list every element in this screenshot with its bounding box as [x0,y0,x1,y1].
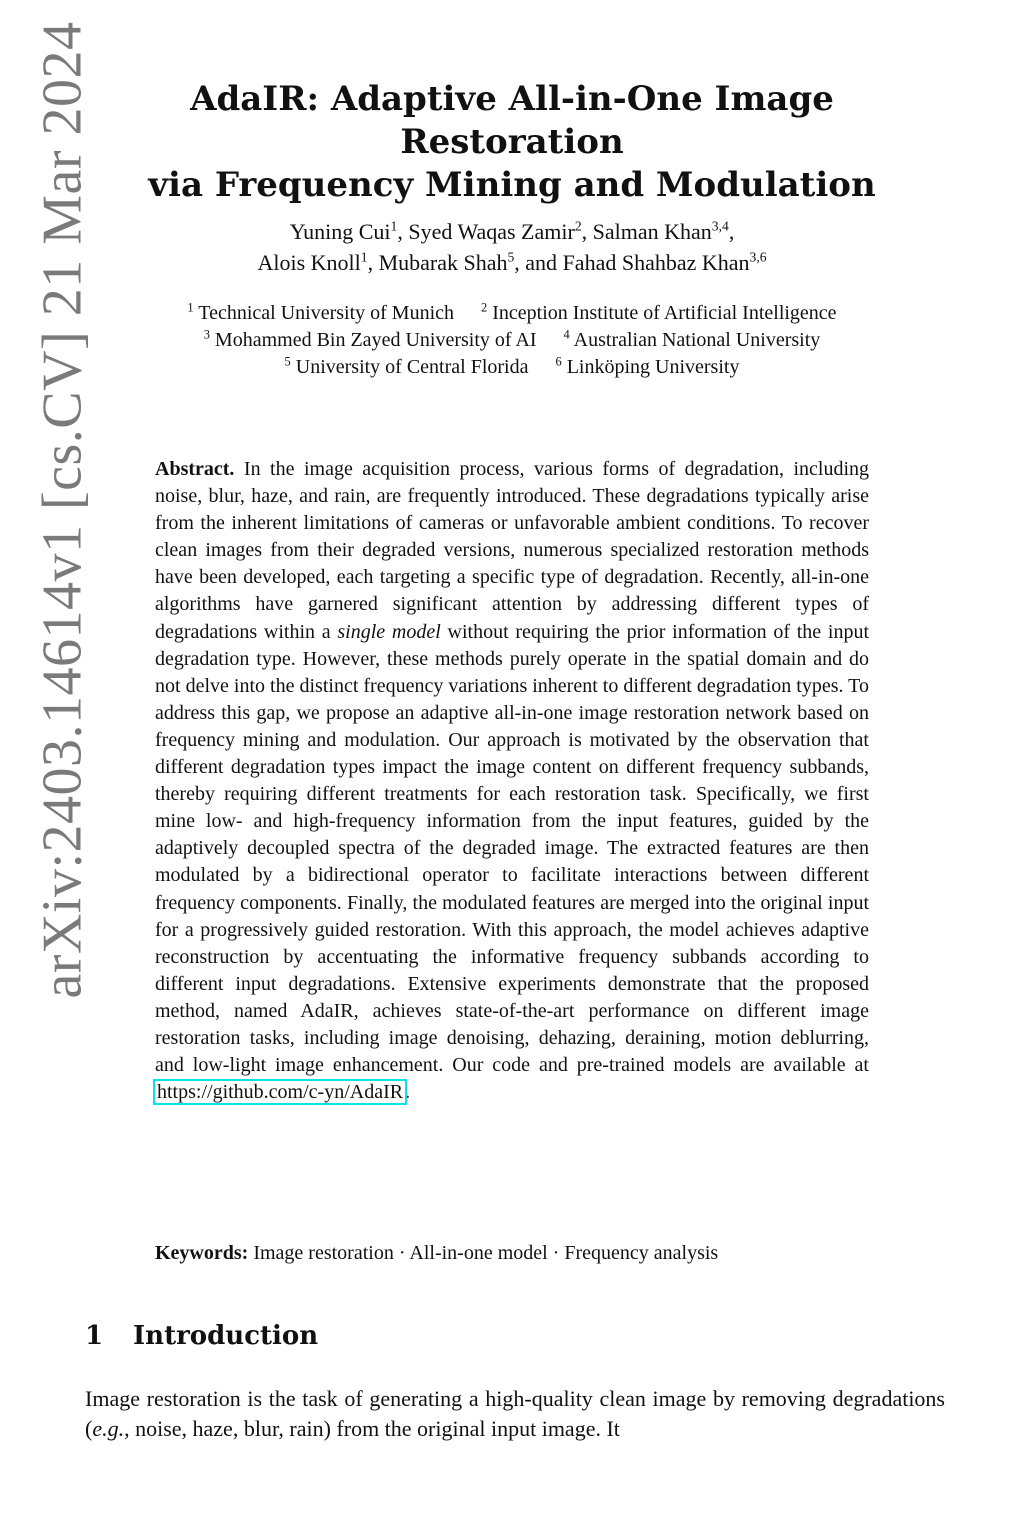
author-list: Yuning Cui$^1$, Syed Waqas Zamir$^2$, Salman Khan$^{3,4}$, Alois Knoll$^1$, Mubarak Shah$^5$, and Fahad Shahbaz Khan$^{3,6}$ [257,218,767,275]
title-line-2: via Frequency Mining and Modulation [148,165,876,205]
abstract-text: In the image acquisition process, various forms of degradation, including noise, blur, haze, and rain, are frequently introduced. These degradations typically arise from the inherent limitations of cameras or unfavorable ambient conditions. To recover clean images from their degraded versions, numerous specialized restoration methods have been developed, each targeting a specific type of degradation. Recently, all-in-one algorithms have garnered significant attention by addressing different types of degradations within a [155,458,870,643]
author-and: and [525,250,558,275]
author-name: Salman Khan [592,219,712,244]
intro-emphasis: e.g. [92,1416,125,1441]
section-heading [85,1318,945,1354]
affil-name: Technical University of Munich [198,302,455,324]
author-affil-mark: 3,6 [749,249,767,265]
abstract-end: . [405,1081,411,1104]
title-line-1: AdaIR: Adaptive All-in-One Image Restoration [190,79,834,162]
affil-name: Mohammed Bin Zayed University of AI [214,329,537,351]
intro-paragraph [85,1384,945,1444]
abstract [155,456,869,1106]
author-name: Syed Waqas Zamir [408,219,575,244]
affiliation-list [100,300,924,381]
author-affil-mark: 5 [507,249,515,265]
affil-name: Australian National University [573,329,821,351]
arxiv-identifier: arXiv:2403.14614v1 [cs.CV] 21 Mar 2024 [32,21,95,999]
keywords-label: Keywords: [155,1242,249,1264]
affil-number: 6 [555,354,562,369]
arxiv-side-stamp [18,21,108,999]
intro-text: Image restoration is the task of generating a high-quality clean image by removing degradations ( [85,1386,945,1441]
author-name: Mubarak Shah [378,250,508,275]
author-affil-mark: 3,4 [711,218,729,234]
abstract-emphasis: single model [337,620,441,643]
section-number: 1 [85,1321,104,1351]
code-link[interactable]: https://github.com/c-yn/AdaIR [157,1081,404,1104]
affil-name: Linköping University [566,356,740,378]
author-affil-mark: 1 [390,218,398,234]
intro-text: , noise, haze, blur, rain) from the original input image. It [124,1416,620,1441]
affil-number: 4 [563,327,570,342]
author-affil-mark: 1 [360,249,368,265]
affil-name: Inception Institute of Artificial Intelligence [492,302,837,324]
paper-title [100,78,924,207]
section-title: Introduction [133,1321,319,1351]
affil-number: 2 [481,300,488,315]
author-name: Yuning Cui [289,219,391,244]
keywords [155,1240,869,1267]
author-name: Fahad Shahbaz Khan [562,250,750,275]
affil-number: 1 [187,300,194,315]
abstract-label: Abstract. [155,458,235,480]
author-affil-mark: 2 [574,218,582,234]
affil-number: 3 [203,327,210,342]
affil-name: University of Central Florida [295,356,529,378]
author-name: Alois Knoll [257,250,361,275]
affil-number: 5 [284,354,291,369]
abstract-text: without requiring the prior information of the input degradation type. However, these methods purely operate in the spatial domain and do not delve into the distinct frequency variations inherent to different degradation types. To address this gap, we propose an adaptive all-in-one image restoration network based on frequency mining and modulation. Our approach is motivated by the observation that different degradation types impact the image content on different frequency subbands, thereby requiring different treatments for each restoration task. Specifically, we first mine low- and high-frequency information from the input features, guided by the adaptively decoupled spectra of the degraded image. The extracted features are then modulated by a bidirectional operator to facilitate interactions between different frequency components. Finally, the modulated features are merged into the original input for a progressively guided restoration. With this approach, the model achieves adaptive reconstruction by accentuating the informative frequency subbands according to different input degradations. Extensive experiments demonstrate that the proposed method, named AdaIR, achieves state-of-the-art performance on different image restoration tasks, including image denoising, dehazing, deraining, motion deblurring, and low-light image enhancement. Our code and pre-trained models are available at [155,620,870,1077]
keywords-text: Image restoration · All-in-one model · Frequency analysis [253,1242,719,1264]
